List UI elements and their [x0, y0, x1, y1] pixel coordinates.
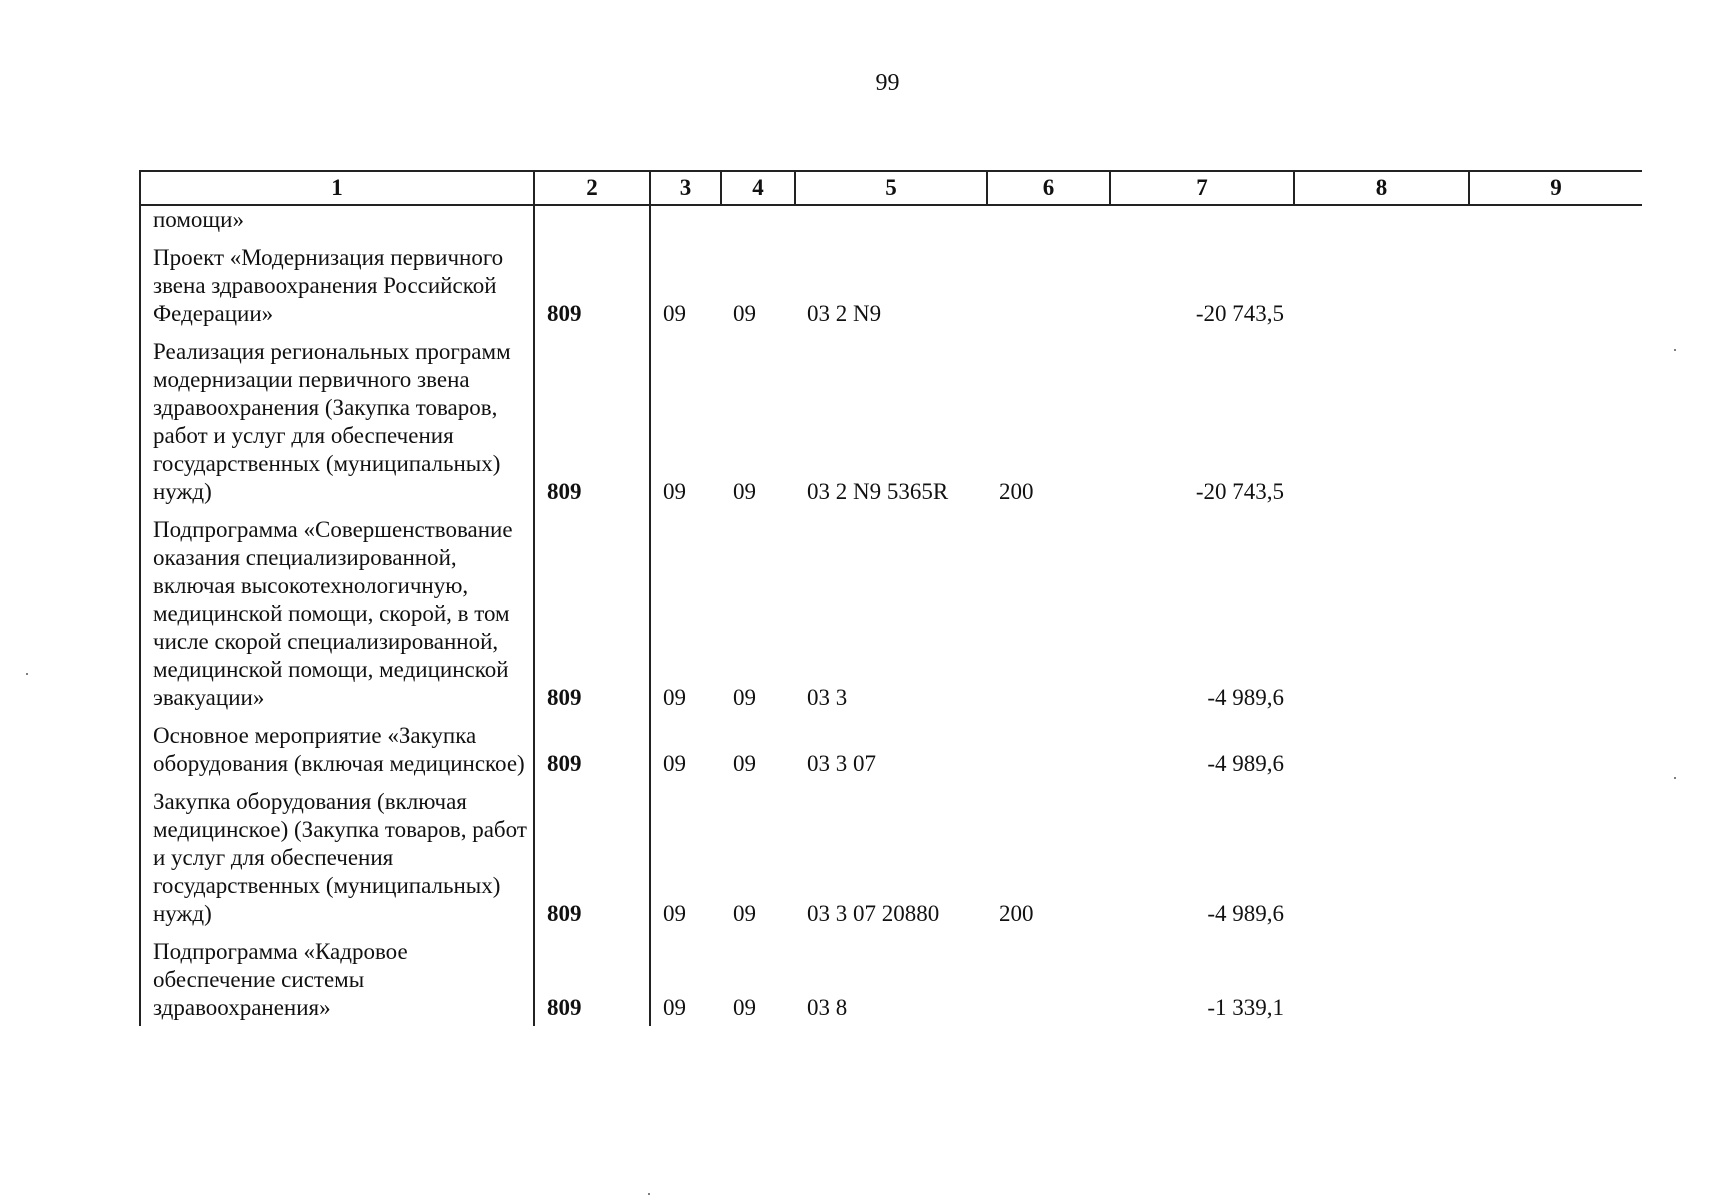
- row-target-article: 03 3 07 20880: [807, 901, 940, 926]
- row-col-8: [1294, 716, 1469, 782]
- row-expense-type: 200: [999, 479, 1034, 504]
- row-target-article: 03 8: [807, 995, 848, 1020]
- row-col-9: [1469, 932, 1642, 1026]
- row-col-9: [1469, 510, 1642, 716]
- row-amount: -4 989,6: [1207, 685, 1284, 710]
- row-expense-type: [987, 238, 1110, 332]
- row-col-9: [1469, 332, 1642, 510]
- row-amount: -1 339,1: [1207, 995, 1284, 1020]
- row-amount: -4 989,6: [1207, 751, 1284, 776]
- row-section: 09: [663, 301, 686, 326]
- row-amount: -20 743,5: [1195, 301, 1284, 326]
- row-expense-type: [987, 932, 1110, 1026]
- table-row: [140, 238, 1642, 332]
- row-subsection: 09: [733, 479, 756, 504]
- table-header-row: [140, 171, 1642, 205]
- row-expense-type: [987, 510, 1110, 716]
- row-section: 09: [663, 901, 686, 926]
- row-col-8: [1294, 782, 1469, 932]
- row-subsection: 09: [733, 751, 756, 776]
- budget-table: [139, 170, 1642, 1026]
- row-col-9: [1469, 238, 1642, 332]
- row-section: 09: [663, 479, 686, 504]
- row-name: Проект «Модернизация первичного звена здравоохранения Российской Федерации»: [140, 238, 534, 332]
- table-row: [140, 932, 1642, 1026]
- header-col-6: 6: [987, 171, 1110, 205]
- page-number: 99: [875, 70, 900, 96]
- row-expense-type: [987, 205, 1110, 238]
- row-subsection: 09: [733, 901, 756, 926]
- header-col-4: 4: [721, 171, 795, 205]
- row-col-9: [1469, 205, 1642, 238]
- row-expense-type: [987, 716, 1110, 782]
- row-target-article: 03 2 N9 5365R: [807, 479, 949, 504]
- row-code: 809: [534, 510, 650, 716]
- row-target-article: 03 2 N9: [807, 301, 882, 326]
- row-section: 09: [663, 995, 686, 1020]
- header-col-7: 7: [1110, 171, 1294, 205]
- row-name: Подпрограмма «Совершенствование оказания специализированной, включая высокотехнологичную, медицинской помощи, скорой, в том числе скорой специализированной, медицинской помощи, медицинской эвакуации»: [140, 510, 534, 716]
- row-amount: [1110, 205, 1294, 238]
- table-row: [140, 510, 1642, 716]
- table-row: [140, 716, 1642, 782]
- row-col-8: [1294, 332, 1469, 510]
- scan-speck: [1674, 349, 1676, 351]
- row-name: Основное мероприятие «Закупка оборудования (включая медицинское): [140, 716, 534, 782]
- row-subsection: 09: [733, 685, 756, 710]
- row-section: [650, 205, 721, 238]
- row-target-article: 03 3: [807, 685, 848, 710]
- scan-speck: [26, 673, 28, 675]
- row-code: 809: [534, 782, 650, 932]
- row-name: Подпрограмма «Кадровое обеспечение системы здравоохранения»: [140, 932, 534, 1026]
- row-col-8: [1294, 238, 1469, 332]
- row-code: 809: [534, 932, 650, 1026]
- row-section: 09: [663, 685, 686, 710]
- table-row: [140, 205, 1642, 238]
- row-code: [534, 205, 650, 238]
- header-col-3: 3: [650, 171, 721, 205]
- budget-table-container: [139, 170, 1642, 1100]
- row-name: Реализация региональных программ модернизации первичного звена здравоохранения (Закупка товаров, работ и услуг для обеспечения государственных (муниципальных) нужд): [140, 332, 534, 510]
- row-expense-type: 200: [999, 901, 1034, 926]
- row-col-9: [1469, 716, 1642, 782]
- row-amount: -20 743,5: [1195, 479, 1284, 504]
- row-subsection: 09: [733, 301, 756, 326]
- header-col-2: 2: [534, 171, 650, 205]
- row-col-8: [1294, 510, 1469, 716]
- header-col-5: 5: [795, 171, 987, 205]
- row-name: Закупка оборудования (включая медицинское) (Закупка товаров, работ и услуг для обеспечения государственных (муниципальных) нужд): [140, 782, 534, 932]
- table-row: [140, 782, 1642, 932]
- row-col-8: [1294, 932, 1469, 1026]
- header-col-9: 9: [1469, 171, 1642, 205]
- row-col-9: [1469, 782, 1642, 932]
- row-target-article: [795, 205, 987, 238]
- scan-speck: [648, 1193, 650, 1195]
- table-row: [140, 332, 1642, 510]
- row-col-8: [1294, 205, 1469, 238]
- row-subsection: 09: [733, 995, 756, 1020]
- row-amount: -4 989,6: [1207, 901, 1284, 926]
- row-target-article: 03 3 07: [807, 751, 876, 776]
- row-code: 809: [534, 238, 650, 332]
- row-name: помощи»: [140, 205, 534, 238]
- scan-speck: [1674, 777, 1676, 779]
- row-code: 809: [534, 716, 650, 782]
- row-section: 09: [663, 751, 686, 776]
- header-col-1: 1: [140, 171, 534, 205]
- row-subsection: [721, 205, 795, 238]
- header-col-8: 8: [1294, 171, 1469, 205]
- row-code: 809: [534, 332, 650, 510]
